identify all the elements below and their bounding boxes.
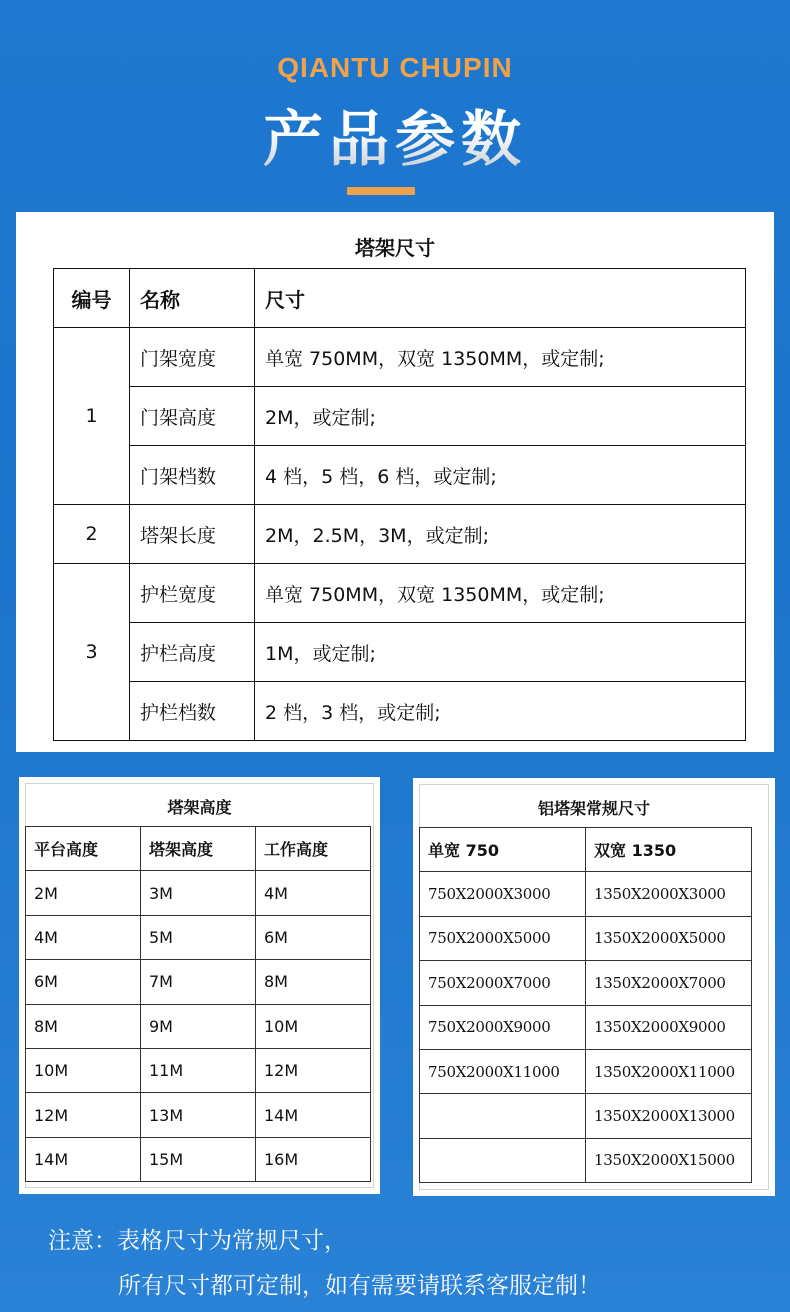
table-cell: 1350X2000X3000: [586, 872, 752, 916]
header-cell: 编号: [54, 269, 130, 328]
aluminum-tower-title: 铝塔架常规尺寸: [537, 799, 650, 818]
group-number: 3: [54, 564, 130, 741]
table-row: [26, 1093, 371, 1137]
table-cell: 750X2000X9000: [420, 1005, 586, 1049]
table-row: [54, 328, 746, 387]
table-cell: 6M: [256, 915, 371, 959]
table-row: [26, 915, 371, 959]
table-cell: 16M: [256, 1137, 371, 1181]
tower-size-table: [53, 268, 746, 741]
item-size: 2M，2.5M，3M，或定制;: [255, 505, 746, 564]
table-cell: 750X2000X3000: [420, 872, 586, 916]
header-cell: 双宽 1350: [586, 828, 752, 872]
tower-height-card: [19, 777, 380, 1194]
table-cell: 750X2000X7000: [420, 961, 586, 1005]
table-row: [54, 505, 746, 564]
table-cell: 9M: [141, 1004, 256, 1048]
table-cell: 750X2000X11000: [420, 1049, 586, 1093]
table-cell: 1350X2000X7000: [586, 961, 752, 1005]
table-cell: 1350X2000X5000: [586, 916, 752, 960]
table-cell: 5M: [141, 915, 256, 959]
tower-size-card: [16, 212, 774, 752]
table-row: [26, 960, 371, 1004]
table-cell: 3M: [141, 871, 256, 915]
item-name: 门架档数: [130, 446, 255, 505]
item-size: 单宽 750MM，双宽 1350MM，或定制;: [255, 564, 746, 623]
hero-subtitle: QIANTU CHUPIN: [277, 52, 513, 83]
table-cell: 10M: [26, 1048, 141, 1092]
table-cell: 12M: [256, 1048, 371, 1092]
table-row: [26, 1004, 371, 1048]
tower-height-title: 塔架高度: [167, 798, 232, 817]
table-cell: [420, 1138, 586, 1182]
tower-height-table: [25, 826, 371, 1182]
table-cell: 14M: [256, 1093, 371, 1137]
header-cell: 名称: [130, 269, 255, 328]
item-size: 2 档，3 档，或定制;: [255, 682, 746, 741]
table-cell: 1350X2000X13000: [586, 1094, 752, 1138]
aluminum-tower-card: [413, 778, 775, 1196]
header-cell: 工作高度: [256, 827, 371, 871]
item-name: 门架宽度: [130, 328, 255, 387]
table-row: [54, 623, 746, 682]
table-cell: 12M: [26, 1093, 141, 1137]
table-cell: 11M: [141, 1048, 256, 1092]
table-cell: 15M: [141, 1137, 256, 1181]
table-row: [54, 387, 746, 446]
table-row: [26, 1048, 371, 1092]
table-cell: 8M: [256, 960, 371, 1004]
item-size: 1M，或定制;: [255, 623, 746, 682]
page-title: 产品参数: [0, 92, 790, 178]
table-row: [420, 1049, 752, 1093]
table-header-row: [54, 269, 746, 328]
table-row: [420, 916, 752, 960]
table-cell: 14M: [26, 1137, 141, 1181]
table-cell: 8M: [26, 1004, 141, 1048]
header-cell: 单宽 750: [420, 828, 586, 872]
item-size: 4 档，5 档，6 档，或定制;: [255, 446, 746, 505]
table-cell: 7M: [141, 960, 256, 1004]
table-row: [26, 1137, 371, 1181]
item-name: 护栏宽度: [130, 564, 255, 623]
item-name: 门架高度: [130, 387, 255, 446]
item-name: 塔架长度: [130, 505, 255, 564]
table-cell: 1350X2000X15000: [586, 1138, 752, 1182]
group-number: 1: [54, 328, 130, 505]
table-row: [26, 871, 371, 915]
table-row: [420, 1005, 752, 1049]
table-cell: 750X2000X5000: [420, 916, 586, 960]
title-underline: [347, 187, 415, 195]
tower-size-title: 塔架尺寸: [355, 236, 435, 260]
table-row: [420, 872, 752, 916]
table-cell: 1350X2000X9000: [586, 1005, 752, 1049]
note-line-1: 注意：表格尺寸为常规尺寸，: [48, 1228, 347, 1254]
table-cell: 10M: [256, 1004, 371, 1048]
group-number: 2: [54, 505, 130, 564]
table-cell: 4M: [256, 871, 371, 915]
table-cell: 1350X2000X11000: [586, 1049, 752, 1093]
table-cell: 2M: [26, 871, 141, 915]
table-cell: 13M: [141, 1093, 256, 1137]
item-size: 单宽 750MM，双宽 1350MM，或定制;: [255, 328, 746, 387]
table-cell: [420, 1094, 586, 1138]
header-cell: 尺寸: [255, 269, 746, 328]
header-cell: 塔架高度: [141, 827, 256, 871]
item-name: 护栏高度: [130, 623, 255, 682]
table-row: [54, 446, 746, 505]
item-size: 2M，或定制;: [255, 387, 746, 446]
table-row: [420, 961, 752, 1005]
table-cell: 6M: [26, 960, 141, 1004]
table-row: [420, 1094, 752, 1138]
table-row: [420, 1138, 752, 1182]
table-header-row: [420, 828, 752, 872]
table-row: [54, 564, 746, 623]
item-name: 护栏档数: [130, 682, 255, 741]
header-cell: 平台高度: [26, 827, 141, 871]
aluminum-tower-table: [419, 827, 752, 1183]
table-cell: 4M: [26, 915, 141, 959]
table-row: [54, 682, 746, 741]
note-line-2: 所有尺寸都可定制，如有需要请联系客服定制！: [118, 1273, 601, 1299]
table-header-row: [26, 827, 371, 871]
